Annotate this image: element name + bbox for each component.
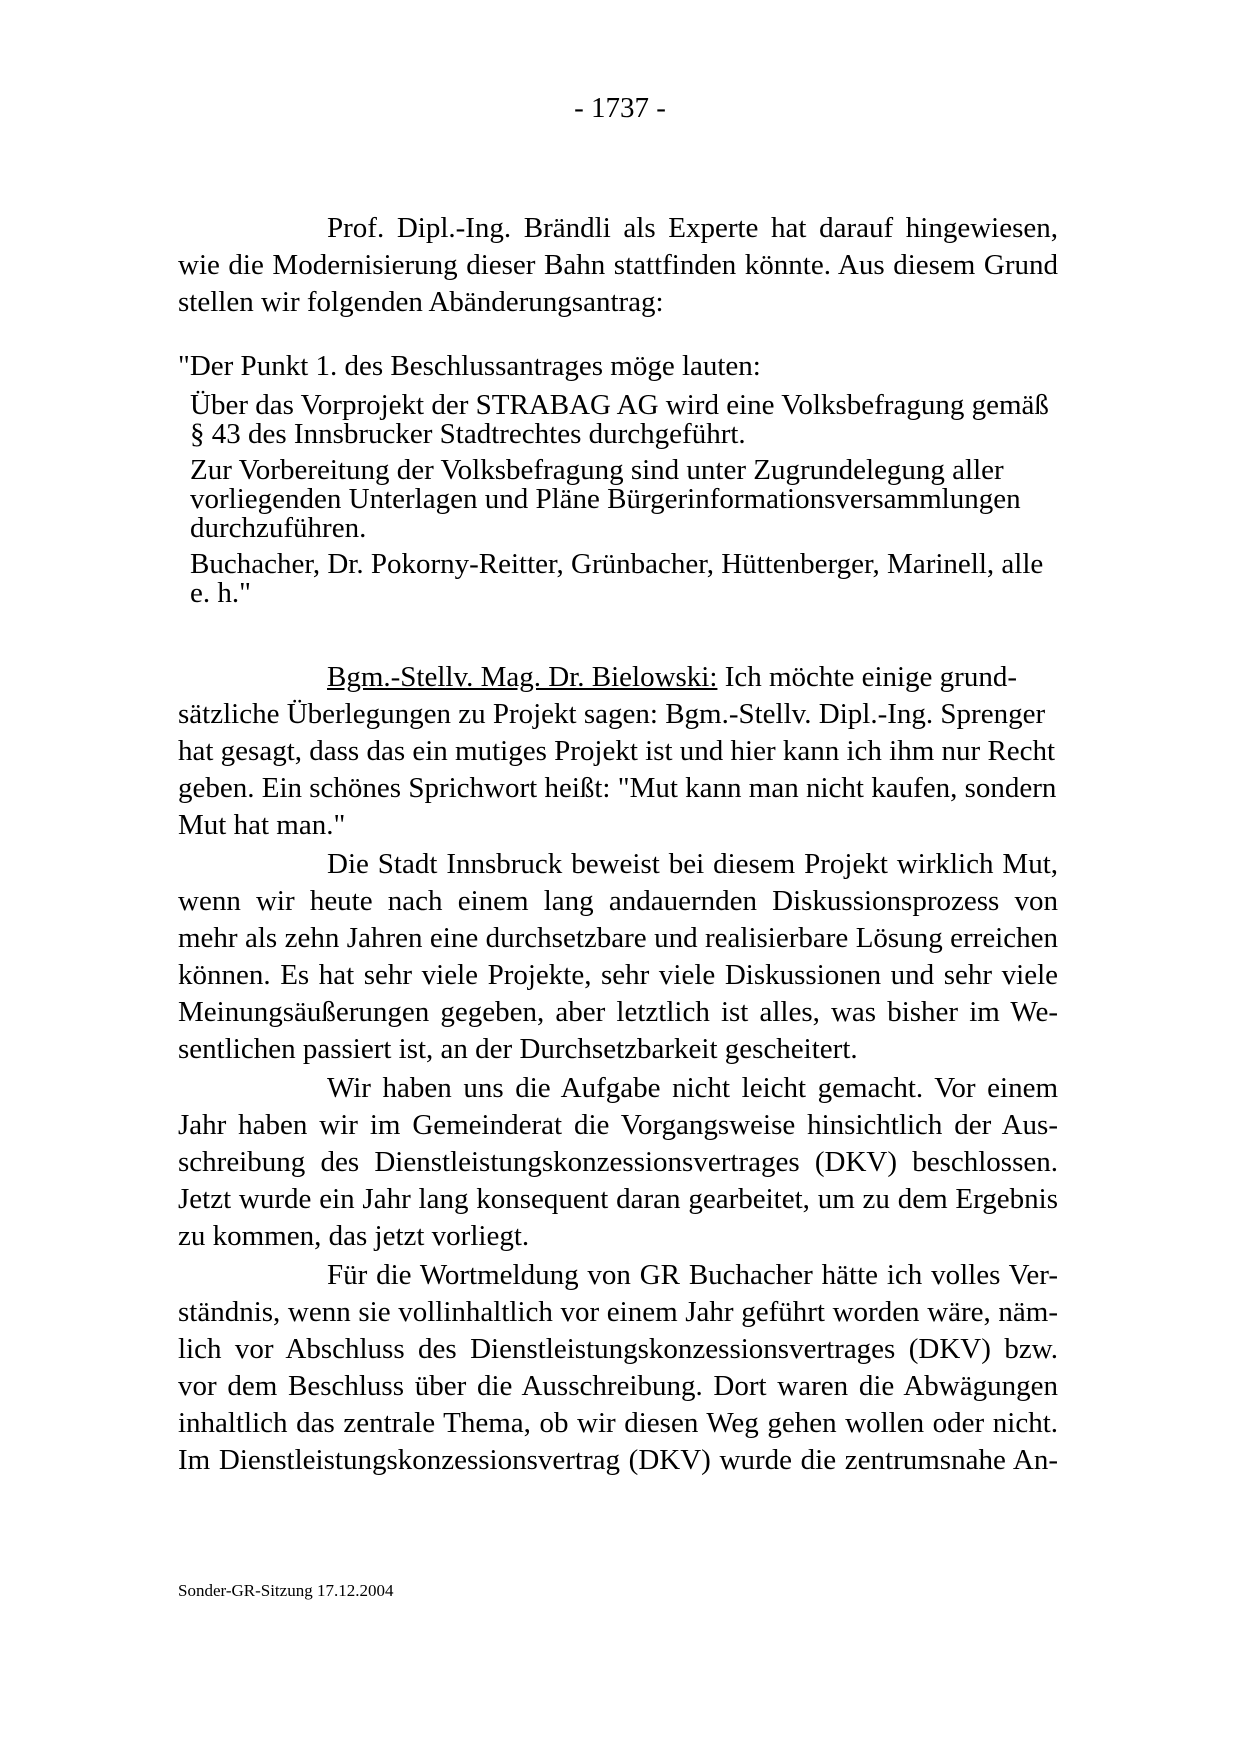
text-line — [327, 659, 1058, 696]
speech-text: Ich möchte einige grund- — [717, 661, 1017, 693]
text-line: schreibung des Dienstleistungskonzessionsvertrages (DKV) beschlossen. — [178, 1146, 1058, 1178]
text-line: hat gesagt, dass das ein mutiges Projekt ist und hier kann ich ihm nur Recht — [178, 735, 1056, 767]
text-line: können. Es hat sehr viele Projekte, sehr viele Diskussionen und sehr viele — [178, 959, 1058, 991]
text-line: inhaltlich das zentrale Thema, ob wir diesen Weg gehen wollen oder nicht. — [178, 1407, 1058, 1439]
text-line: lich vor Abschluss des Dienstleistungskonzessionsvertrages (DKV) bzw. — [178, 1333, 1058, 1365]
motion-line: durchzuführen. — [190, 512, 367, 544]
motion-line: vorliegenden Unterlagen und Pläne Bürgerinformationsversammlungen — [190, 483, 1021, 515]
motion-signatories: Buchacher, Dr. Pokorny-Reitter, Grünbacher, Hüttenberger, Marinell, alle — [190, 548, 1044, 580]
motion-line: Über das Vorprojekt der STRABAG AG wird eine Volksbefragung gemäß — [190, 389, 1049, 421]
text-line: sentlichen passiert ist, an der Durchsetzbarkeit gescheitert. — [178, 1033, 858, 1065]
footer-session-date: Sonder-GR-Sitzung 17.12.2004 — [178, 1581, 394, 1600]
motion-intro: "Der Punkt 1. des Beschlussantrages möge lauten: — [178, 350, 761, 382]
motion-line: § 43 des Innsbrucker Stadtrechtes durchgeführt. — [190, 418, 746, 450]
text-line: Prof. Dipl.-Ing. Brändli als Experte hat darauf hingewiesen, — [327, 212, 1058, 244]
text-line: Im Dienstleistungskonzessionsvertrag (DKV) wurde die zentrumsnahe An- — [178, 1444, 1058, 1476]
text-line: stellen wir folgenden Abänderungsantrag: — [178, 286, 664, 318]
text-line: zu kommen, das jetzt vorliegt. — [178, 1220, 530, 1252]
text-line: ständnis, wenn sie vollinhaltlich vor einem Jahr geführt worden wäre, näm- — [178, 1296, 1058, 1328]
text-line: wie die Modernisierung dieser Bahn stattfinden könnte. Aus diesem Grund — [178, 249, 1058, 281]
text-line: Meinungsäußerungen gegeben, aber letztlich ist alles, was bisher im We- — [178, 996, 1058, 1028]
text-line: mehr als zehn Jahren eine durchsetzbare und realisierbare Lösung erreichen — [178, 922, 1058, 954]
text-line: wenn wir heute nach einem lang andauernden Diskussionsprozess von — [178, 885, 1058, 917]
text-line: Jetzt wurde ein Jahr lang konsequent daran gearbeitet, um zu dem Ergebnis — [178, 1183, 1058, 1215]
page-number: - 1737 - — [574, 92, 666, 124]
motion-line: e. h." — [190, 577, 251, 609]
text-line: Jahr haben wir im Gemeinderat die Vorgangsweise hinsichtlich der Aus- — [178, 1109, 1058, 1141]
motion-line: Zur Vorbereitung der Volksbefragung sind unter Zugrundelegung aller — [190, 454, 1004, 486]
text-line: Für die Wortmeldung von GR Buchacher hätte ich volles Ver- — [327, 1259, 1058, 1291]
text-line: Wir haben uns die Aufgabe nicht leicht gemacht. Vor einem — [327, 1072, 1058, 1104]
text-line: Mut hat man." — [178, 809, 346, 841]
text-line: sätzliche Überlegungen zu Projekt sagen: Bgm.-Stellv. Dipl.-Ing. Sprenger — [178, 698, 1046, 730]
text-line: Die Stadt Innsbruck beweist bei diesem Projekt wirklich Mut, — [327, 848, 1058, 880]
speaker-name: Bgm.-Stellv. Mag. Dr. Bielowski: — [327, 661, 718, 693]
text-line: vor dem Beschluss über die Ausschreibung. Dort waren die Abwägungen — [178, 1370, 1058, 1402]
text-line: geben. Ein schönes Sprichwort heißt: "Mut kann man nicht kaufen, sondern — [178, 772, 1057, 804]
